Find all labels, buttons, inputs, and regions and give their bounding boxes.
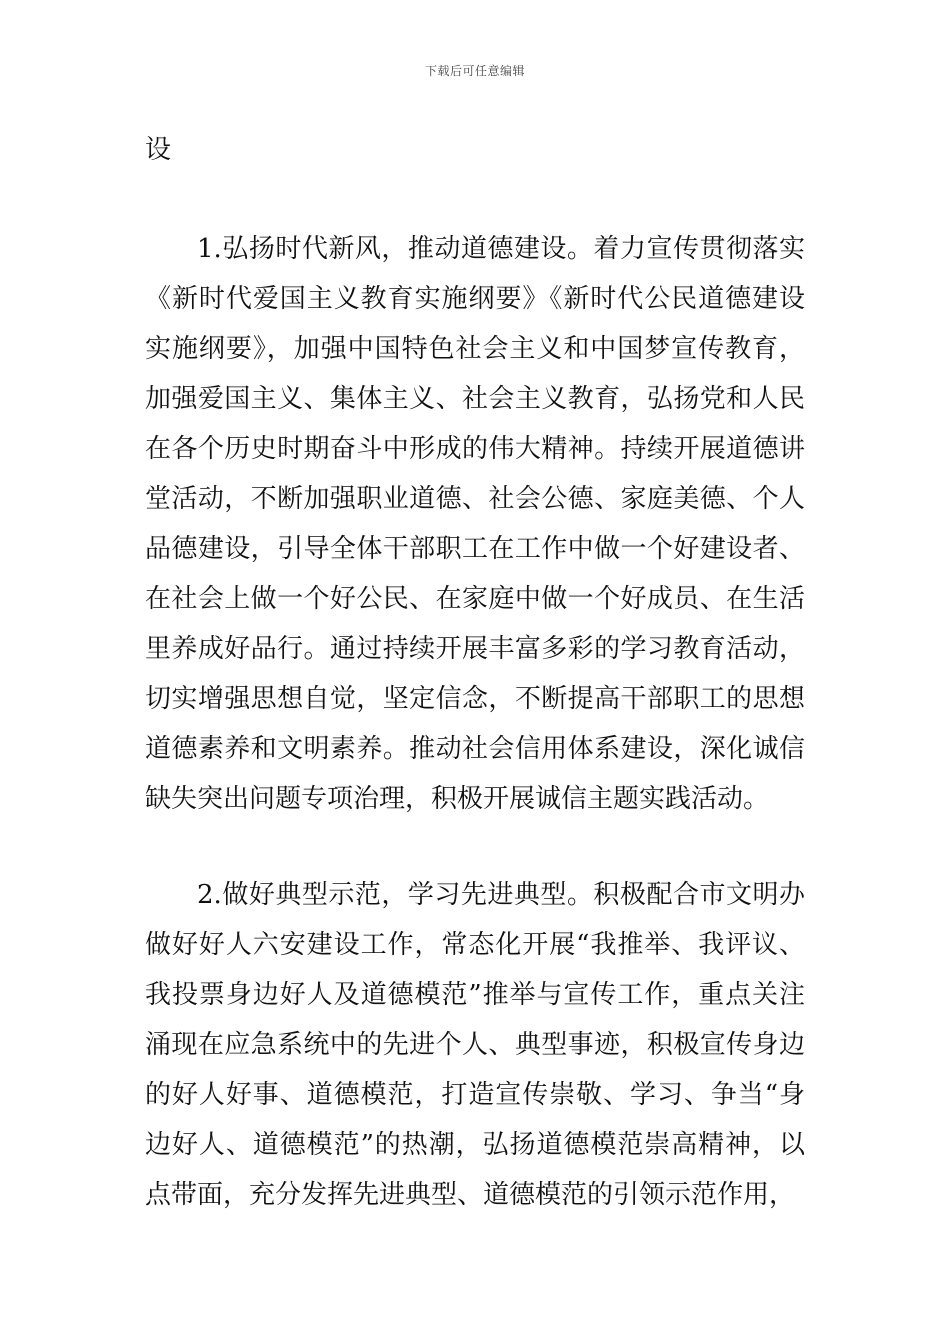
paragraph-1: 1.弘扬时代新风，推动道德建设。着力宣传贯彻落实《新时代爱国主义教育实施纲要》《新时代公民道德建设实施纲要》，加强中国特色社会主义和中国梦宣传教育，加强爱国主义、集体主义、社会主义教育，弘扬党和人民在各个历史时期奋斗中形成的伟大精神。持续开展道德讲堂活动，不断加强职业道德、社会公德、家庭美德、个人品德建设，引导全体干部职工在工作中做一个好建设者、在社会上做一个好公民、在家庭中做一个好成员、在生活里养成好品行。通过持续开展丰富多彩的学习教育活动，切实增强思想自觉，坚定信念，不断提高干部职工的思想道德素养和文明素养。推动社会信用体系建设，深化诚信缺失突出问题专项治理，积极开展诚信主题实践活动。 xyxy=(145,234,805,814)
page-header: 下载后可任意编辑 xyxy=(424,64,525,78)
paragraph-2: 2.做好典型示范，学习先进典型。积极配合市文明办做好好人六安建设工作，常态化开展“我推举、我评议、我投票身边好人及道德模范”推举与宣传工作，重点关注涌现在应急系统中的先进个人、典型事迹，积极宣传身边的好人好事、道德模范，打造宣传崇敬、学习、争当“身边好人、道德模范”的热潮，弘扬道德模范崇高精神，以点带面，充分发挥先进典型、道德模范的引领示范作用， xyxy=(145,880,805,1210)
continued-text-fragment: 设 xyxy=(145,135,172,165)
